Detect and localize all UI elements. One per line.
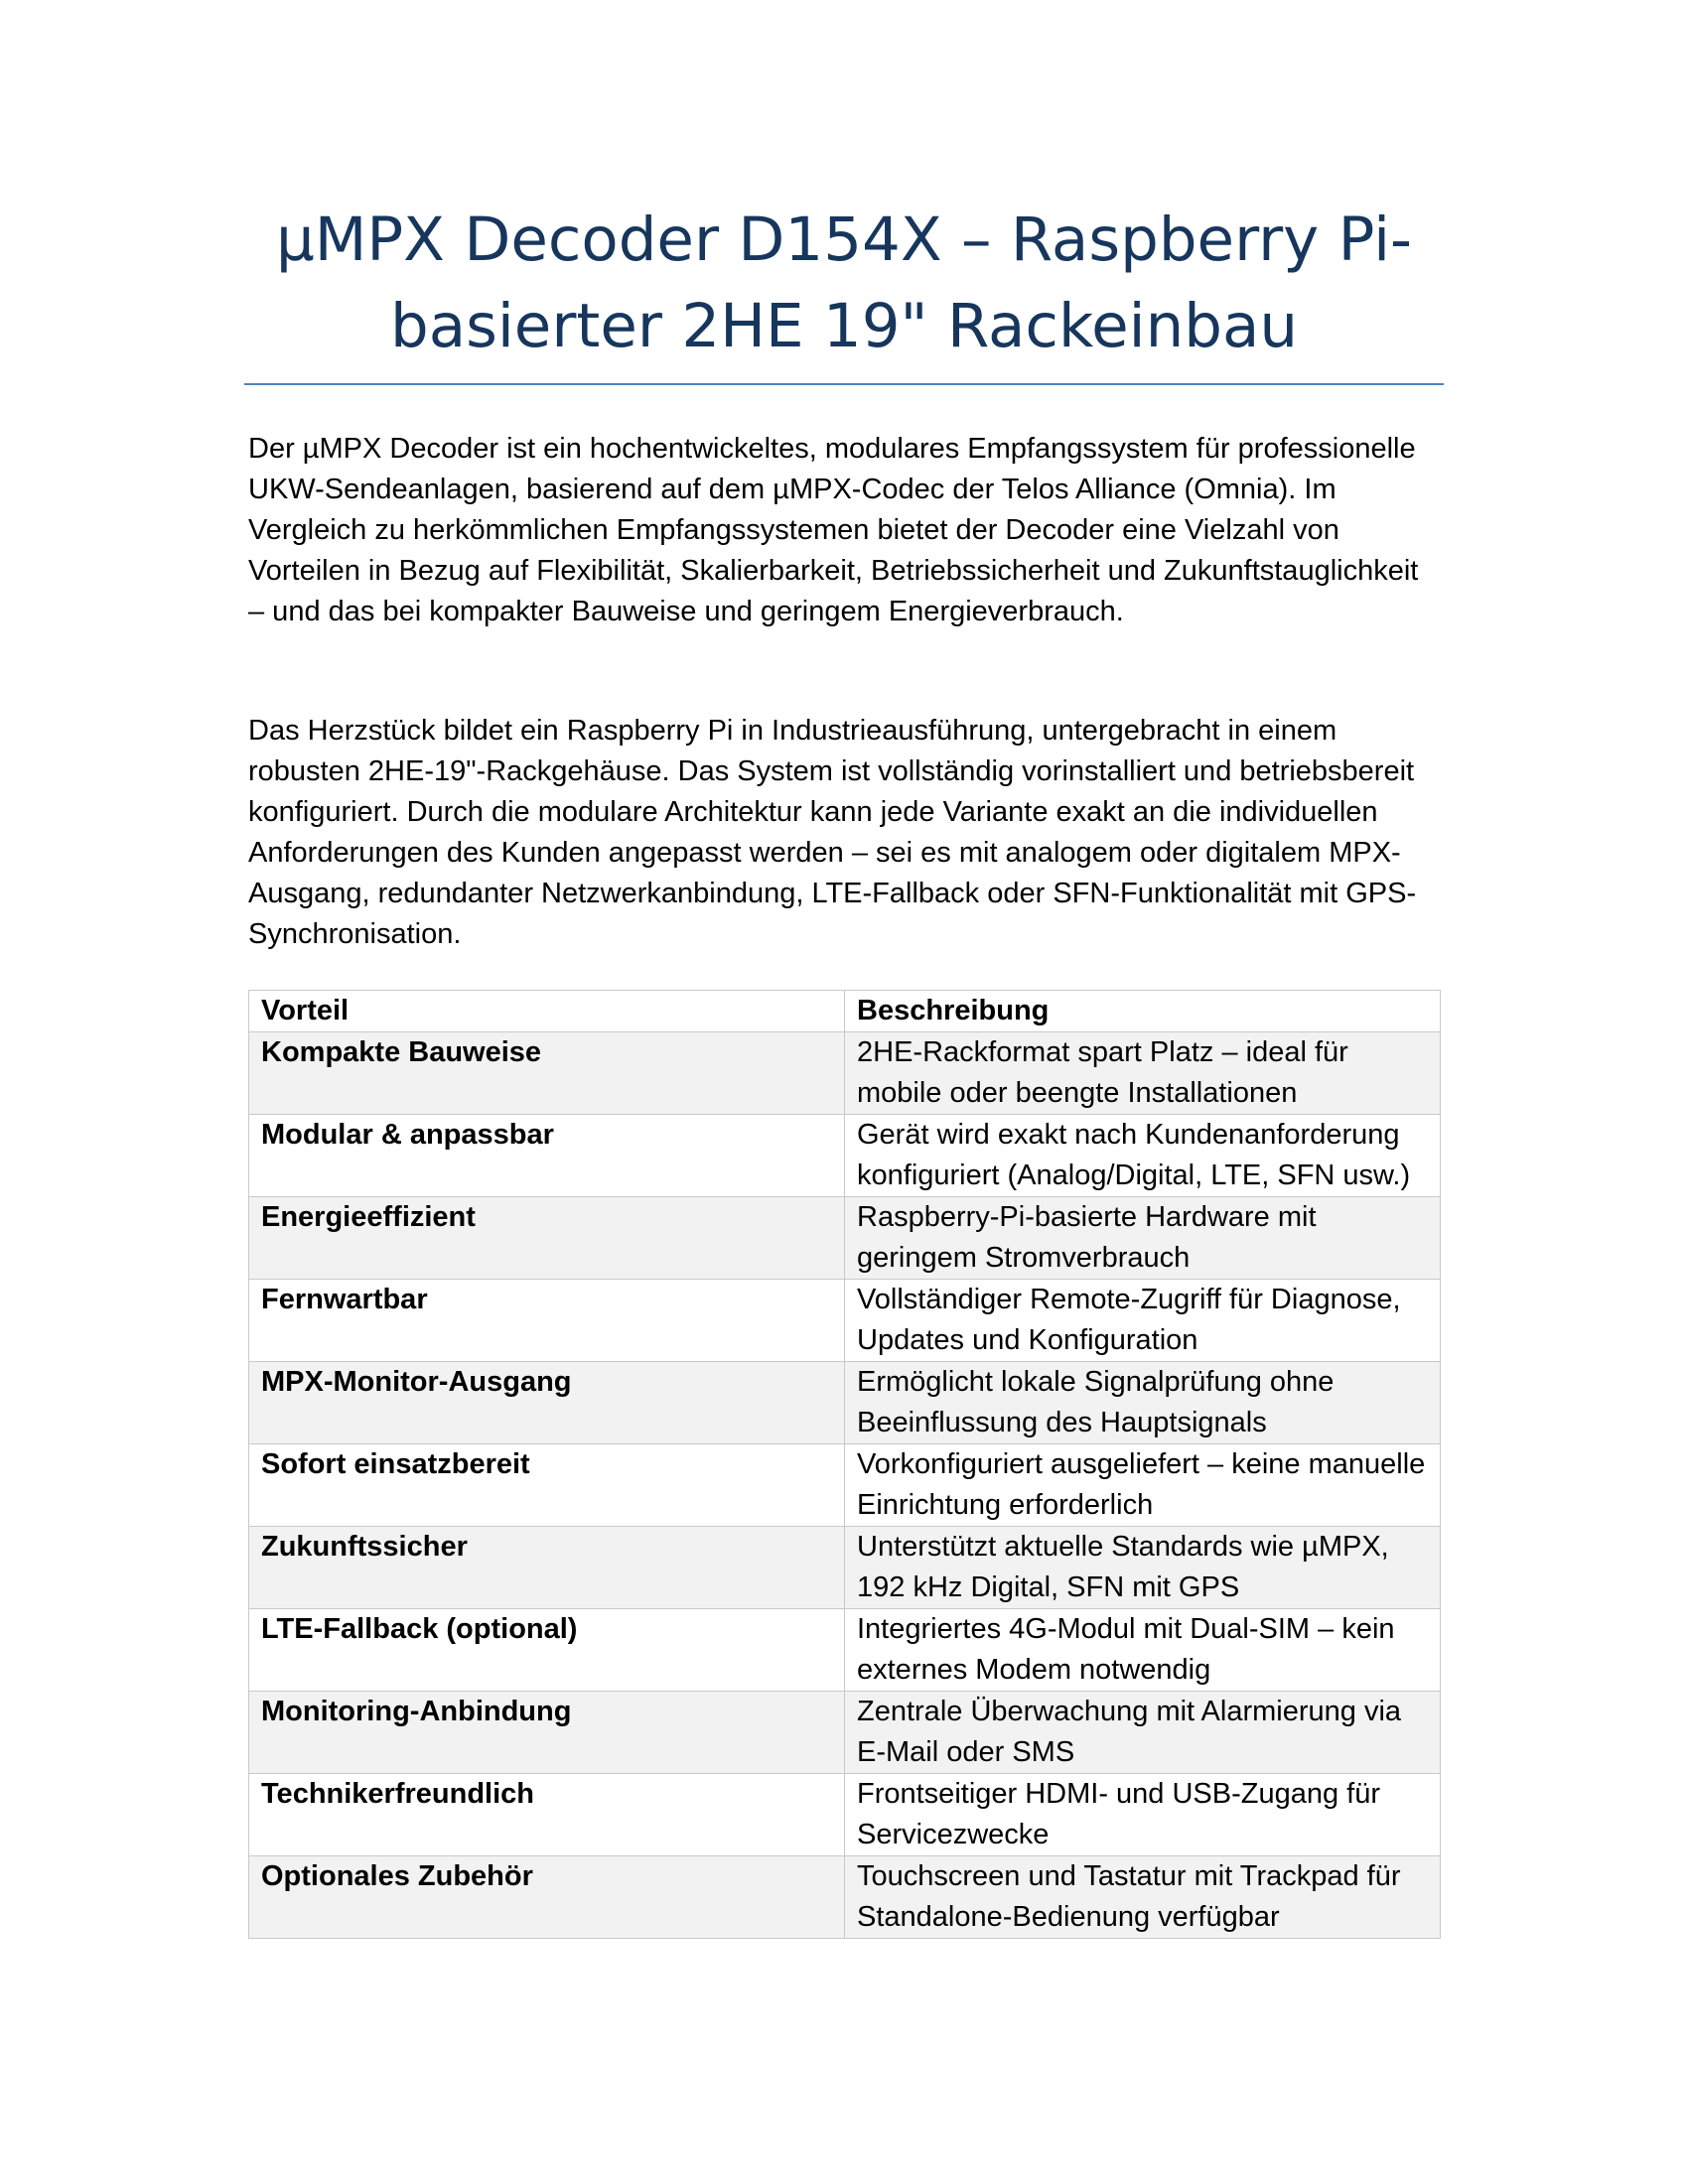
page-title: µMPX Decoder D154X – Raspberry Pi-basierter 2HE 19" Rackeinbau xyxy=(275,205,1413,361)
architecture-paragraph: Das Herzstück bildet ein Raspberry Pi in Industrieausführung, untergebracht in einem robusten 2HE-19"-Rackgehäuse. Das System ist vollständig vorinstalliert und betriebsbereit konfiguriert. Durch die modulare Architektur kann jede Variante exakt an die individuellen Anforderungen des Kunden angepasst werden – sei es mit analogem oder digitalem MPX-Ausgang, redundanter Netzwerkanbindung, LTE-Fallback oder SFN-Funktionalität mit GPS-Synchronisation. xyxy=(248,715,1417,950)
table-row xyxy=(249,1444,1441,1527)
beschreibung-cell: Ermöglicht lokale Signalprüfung ohne Beeinflussung des Hauptsignals xyxy=(845,1362,1441,1444)
vorteil-cell: Optionales Zubehör xyxy=(249,1856,845,1939)
beschreibung-cell: 2HE-Rackformat spart Platz – ideal für mobile oder beengte Installationen xyxy=(845,1032,1441,1115)
header-beschreibung: Beschreibung xyxy=(845,991,1441,1032)
beschreibung-cell: Touchscreen und Tastatur mit Trackpad für Standalone-Bedienung verfügbar xyxy=(845,1856,1441,1939)
beschreibung-cell: Raspberry-Pi-basierte Hardware mit geringem Stromverbrauch xyxy=(845,1197,1441,1280)
vorteil-cell: Zukunftssicher xyxy=(249,1527,845,1609)
vorteil-cell: Energieeffizient xyxy=(249,1197,845,1280)
beschreibung-cell: Frontseitiger HDMI- und USB-Zugang für Servicezwecke xyxy=(845,1774,1441,1856)
vorteil-cell: Kompakte Bauweise xyxy=(249,1032,845,1115)
table-row xyxy=(249,1032,1441,1115)
advantages-table xyxy=(248,990,1441,1939)
header-vorteil: Vorteil xyxy=(249,991,845,1032)
vorteil-cell: Technikerfreundlich xyxy=(249,1774,845,1856)
beschreibung-cell: Zentrale Überwachung mit Alarmierung via E-Mail oder SMS xyxy=(845,1692,1441,1774)
vorteil-cell: Modular & anpassbar xyxy=(249,1115,845,1197)
beschreibung-cell: Unterstützt aktuelle Standards wie µMPX, 192 kHz Digital, SFN mit GPS xyxy=(845,1527,1441,1609)
table-row xyxy=(249,1692,1441,1774)
beschreibung-cell: Gerät wird exakt nach Kundenanforderung konfiguriert (Analog/Digital, LTE, SFN usw.) xyxy=(845,1115,1441,1197)
vorteil-cell: Sofort einsatzbereit xyxy=(249,1444,845,1527)
title-divider xyxy=(244,383,1444,385)
vorteil-cell: Monitoring-Anbindung xyxy=(249,1692,845,1774)
beschreibung-cell: Vollständiger Remote-Zugriff für Diagnose, Updates und Konfiguration xyxy=(845,1280,1441,1362)
table-row xyxy=(249,1197,1441,1280)
beschreibung-cell: Integriertes 4G-Modul mit Dual-SIM – kein externes Modem notwendig xyxy=(845,1609,1441,1692)
table-row xyxy=(249,1280,1441,1362)
beschreibung-cell: Vorkonfiguriert ausgeliefert – keine manuelle Einrichtung erforderlich xyxy=(845,1444,1441,1527)
table-row xyxy=(249,1362,1441,1444)
table-row xyxy=(249,1527,1441,1609)
vorteil-cell: Fernwartbar xyxy=(249,1280,845,1362)
table-row xyxy=(249,1856,1441,1939)
table-row xyxy=(249,1774,1441,1856)
vorteil-cell: MPX-Monitor-Ausgang xyxy=(249,1362,845,1444)
table-row xyxy=(249,1609,1441,1692)
table-header-row xyxy=(249,991,1441,1032)
intro-paragraph: Der µMPX Decoder ist ein hochentwickeltes, modulares Empfangssystem für professionelle UKW-Sendeanlagen, basierend auf dem µMPX-Codec der Telos Alliance (Omnia). Im Vergleich zu herkömmlichen Empfangssystemen bietet der Decoder eine Vielzahl von Vorteilen in Bezug auf Flexibilität, Skalierbarkeit, Betriebssicherheit und Zukunftstauglichkeit – und das bei kompakter Bauweise und geringem Energieverbrauch. xyxy=(248,433,1419,627)
vorteil-cell: LTE-Fallback (optional) xyxy=(249,1609,845,1692)
table-row xyxy=(249,1115,1441,1197)
